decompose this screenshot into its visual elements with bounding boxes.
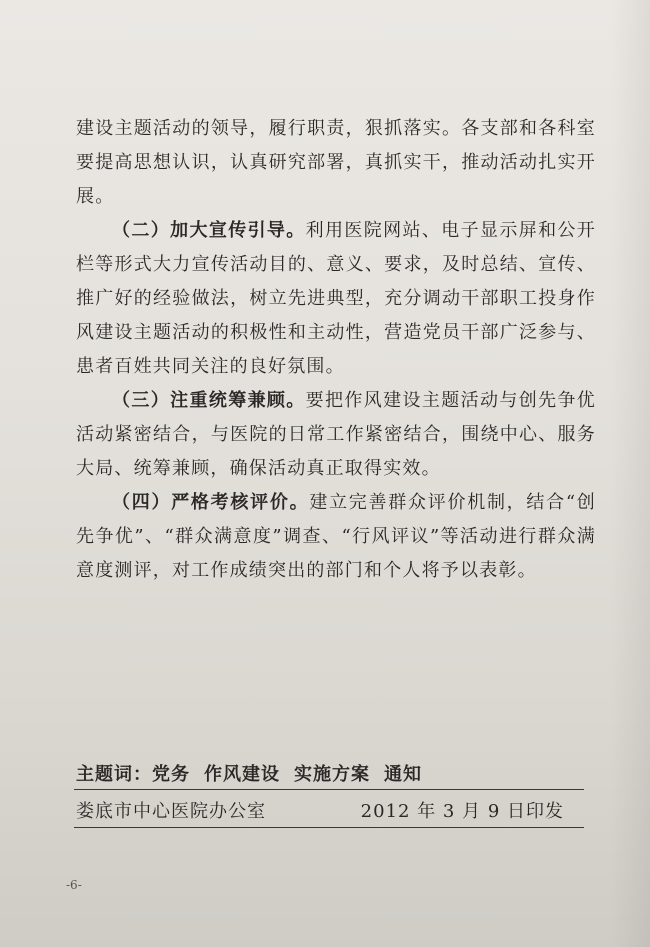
subject-label: 主题词：: [76, 764, 152, 785]
paragraph-text: 建立完善群众评价机制，结合“创先争优”、“群众满意度”调查、“行风评议”等活动进行群众满意度测评，对工作成绩突出的部门和个人将予以表彰。: [76, 492, 597, 581]
paragraph-continuation: [76, 112, 596, 214]
subject-keyword: 实施方案: [294, 764, 370, 785]
body-text: [76, 112, 596, 588]
footer-divider-top: [74, 789, 584, 790]
paragraph-text: 建设主题活动的领导，履行职责，狠抓落实。各支部和各科室要提高思想认识，认真研究部署，真抓实干，推动活动扎实开展。: [76, 118, 596, 207]
subject-keyword: 党务: [152, 764, 190, 785]
page-shadow: [610, 0, 650, 947]
paragraph-publicity: [76, 214, 596, 384]
paragraph-heading: （三）注重统筹兼顾。: [112, 390, 306, 411]
page-number: -6-: [66, 878, 82, 892]
paragraph-heading: （四）严格考核评价。: [112, 492, 310, 513]
subject-keyword: 作风建设: [204, 764, 280, 785]
paragraph-assessment: [76, 486, 596, 588]
issue-date: 2012 年 3 月 9 日印发: [360, 801, 564, 822]
subject-keywords-line: [76, 760, 422, 786]
footer-divider-bottom: [74, 827, 584, 828]
paragraph-coordination: [76, 384, 596, 486]
paragraph-text: 利用医院网站、电子显示屏和公开栏等形式大力宣传活动目的、意义、要求，及时总结、宣传、推广好的经验做法，树立先进典型，充分调动干部职工投身作风建设主题活动的积极性和主动性，营造党员干部广泛参与、患者百姓共同关注的良好氛围。: [76, 220, 597, 377]
paragraph-text: 要把作风建设主题活动与创先争优活动紧密结合，与医院的日常工作紧密结合，围绕中心、服务大局、统筹兼顾，确保活动真正取得实效。: [76, 390, 597, 479]
issuer-name: 娄底市中心医院办公室: [76, 801, 266, 822]
paragraph-heading: （二）加大宣传引导。: [112, 220, 306, 241]
subject-keyword: 通知: [384, 764, 422, 785]
